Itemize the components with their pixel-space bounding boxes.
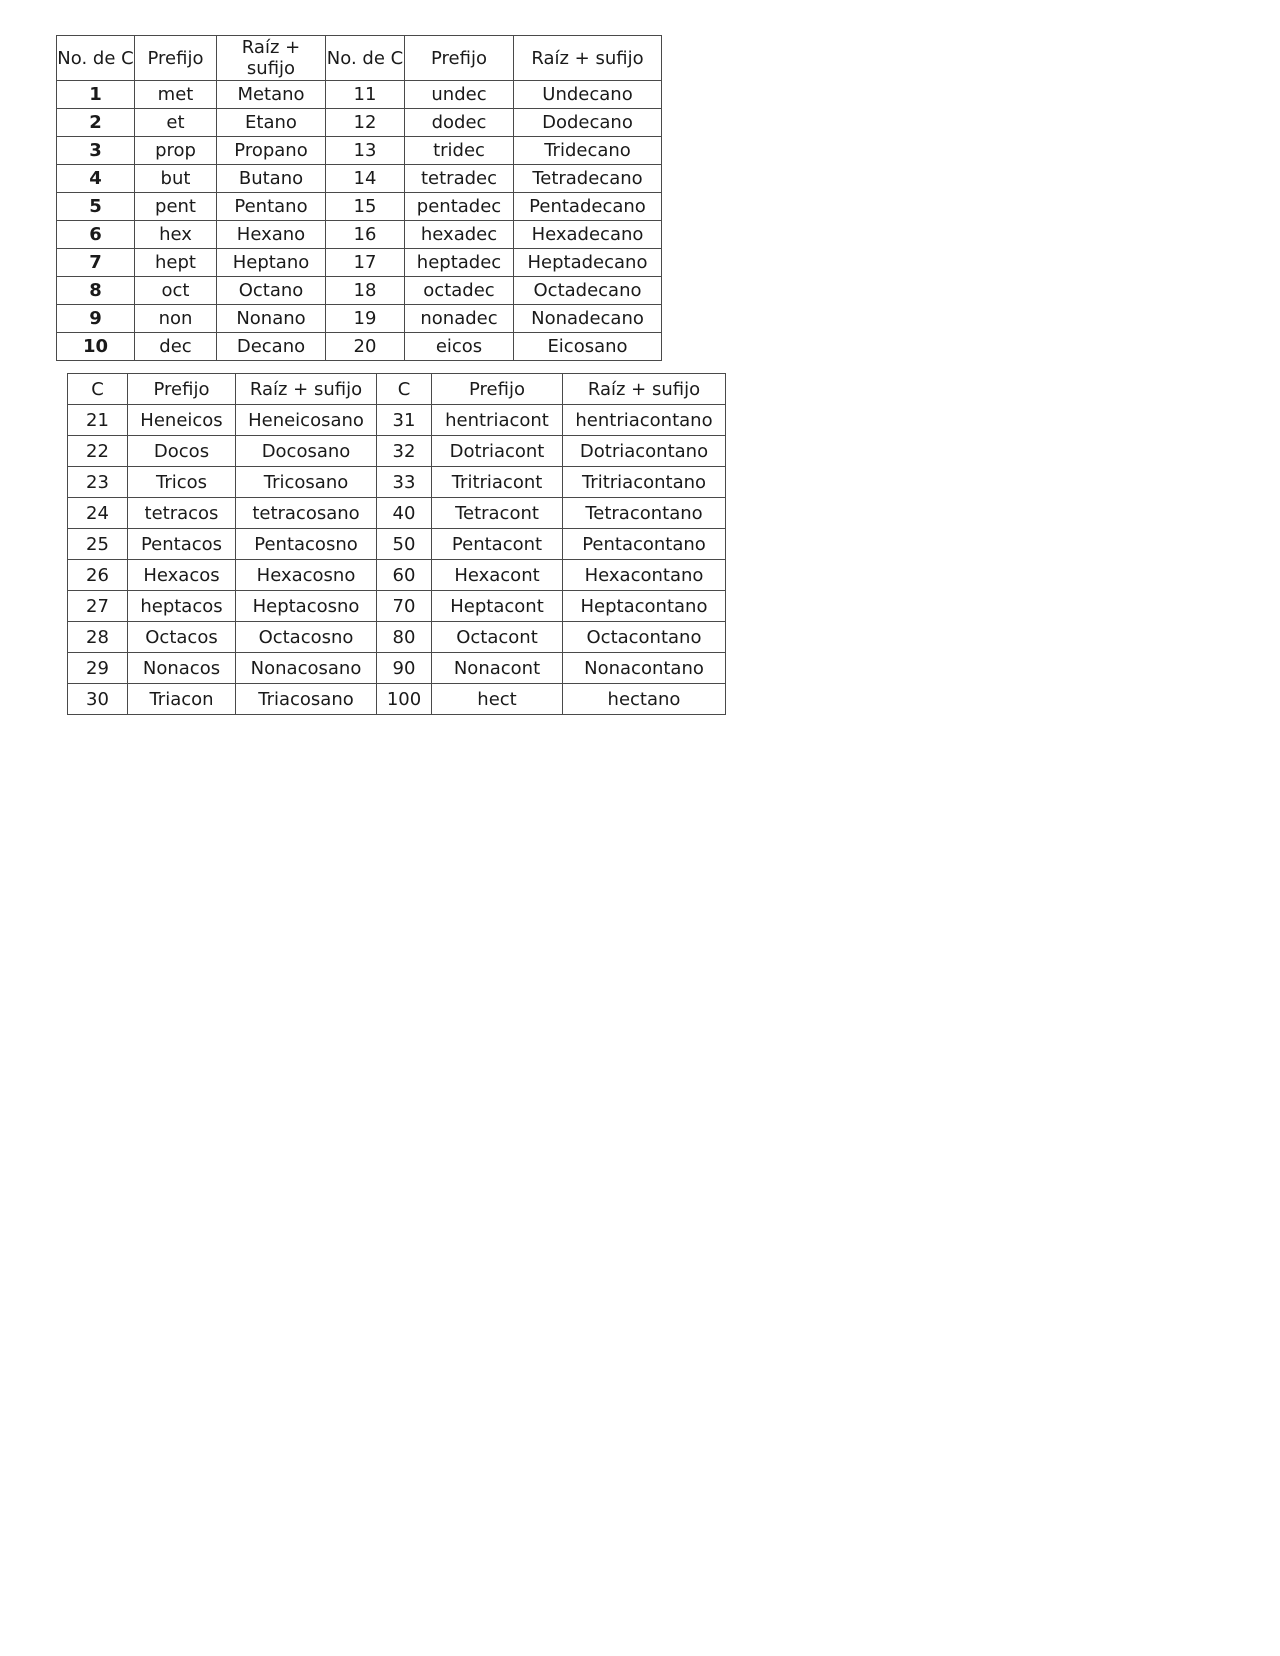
cell-carbon-count: 24 (68, 498, 128, 529)
cell-carbon-count: 80 (377, 622, 432, 653)
cell-name: Dotriacontano (563, 436, 726, 467)
cell-name: Dodecano (514, 109, 662, 137)
table-row (68, 622, 726, 653)
cell-prefix: Tricos (128, 467, 236, 498)
cell-carbon-count: 14 (326, 165, 405, 193)
cell-name: Heptadecano (514, 249, 662, 277)
cell-carbon-count: 40 (377, 498, 432, 529)
cell-carbon-count: 15 (326, 193, 405, 221)
cell-name: Undecano (514, 81, 662, 109)
cell-prefix: tridec (405, 137, 514, 165)
cell-prefix: nonadec (405, 305, 514, 333)
cell-name: Nonacosano (236, 653, 377, 684)
cell-prefix: Triacon (128, 684, 236, 715)
cell-name: Docosano (236, 436, 377, 467)
header-root-suffix: Raíz + sufijo (514, 36, 662, 81)
cell-name: Heneicosano (236, 405, 377, 436)
cell-name: Hexacontano (563, 560, 726, 591)
cell-carbon-count: 4 (57, 165, 135, 193)
cell-carbon-count: 3 (57, 137, 135, 165)
cell-carbon-count: 33 (377, 467, 432, 498)
header-prefix: Prefijo (405, 36, 514, 81)
table-row (68, 498, 726, 529)
cell-prefix: heptadec (405, 249, 514, 277)
alkane-names-table-21-100 (67, 373, 726, 715)
header-prefix: Prefijo (135, 36, 217, 81)
cell-name: Hexadecano (514, 221, 662, 249)
table-row (68, 560, 726, 591)
cell-carbon-count: 16 (326, 221, 405, 249)
header-root-suffix: Raíz + sufijo (236, 374, 377, 405)
cell-name: Nonadecano (514, 305, 662, 333)
cell-prefix: pent (135, 193, 217, 221)
cell-prefix: hexadec (405, 221, 514, 249)
cell-carbon-count: 20 (326, 333, 405, 361)
cell-carbon-count: 17 (326, 249, 405, 277)
cell-name: Pentacontano (563, 529, 726, 560)
cell-prefix: dec (135, 333, 217, 361)
cell-carbon-count: 13 (326, 137, 405, 165)
cell-carbon-count: 9 (57, 305, 135, 333)
cell-carbon-count: 19 (326, 305, 405, 333)
header-carbon-count: C (68, 374, 128, 405)
header-carbon-count: C (377, 374, 432, 405)
cell-name: Metano (217, 81, 326, 109)
table-row (57, 333, 662, 361)
cell-prefix: et (135, 109, 217, 137)
cell-name: Pentano (217, 193, 326, 221)
cell-prefix: Pentacos (128, 529, 236, 560)
cell-prefix: hentriacont (432, 405, 563, 436)
cell-carbon-count: 5 (57, 193, 135, 221)
table-row (68, 684, 726, 715)
cell-name: Tetracontano (563, 498, 726, 529)
cell-carbon-count: 26 (68, 560, 128, 591)
cell-carbon-count: 30 (68, 684, 128, 715)
cell-carbon-count: 12 (326, 109, 405, 137)
table-row (57, 277, 662, 305)
cell-prefix: heptacos (128, 591, 236, 622)
cell-prefix: hept (135, 249, 217, 277)
header-root-suffix: Raíz + sufijo (563, 374, 726, 405)
header-prefix: Prefijo (128, 374, 236, 405)
cell-carbon-count: 27 (68, 591, 128, 622)
table-row (68, 436, 726, 467)
cell-carbon-count: 23 (68, 467, 128, 498)
cell-prefix: Hexacont (432, 560, 563, 591)
cell-prefix: Nonacos (128, 653, 236, 684)
cell-prefix: Dotriacont (432, 436, 563, 467)
header-root-suffix: Raíz + sufijo (217, 36, 326, 81)
cell-prefix: hect (432, 684, 563, 715)
cell-name: Decano (217, 333, 326, 361)
cell-name: Heptacosno (236, 591, 377, 622)
cell-name: Nonano (217, 305, 326, 333)
table-row (68, 467, 726, 498)
table-row (68, 591, 726, 622)
table-header-row (68, 374, 726, 405)
cell-name: Octacosno (236, 622, 377, 653)
cell-name: Pentadecano (514, 193, 662, 221)
cell-prefix: undec (405, 81, 514, 109)
cell-carbon-count: 29 (68, 653, 128, 684)
cell-carbon-count: 10 (57, 333, 135, 361)
table-row (57, 165, 662, 193)
cell-name: Tetradecano (514, 165, 662, 193)
cell-prefix: Heptacont (432, 591, 563, 622)
cell-name: Etano (217, 109, 326, 137)
cell-name: hectano (563, 684, 726, 715)
cell-name: Butano (217, 165, 326, 193)
cell-prefix: prop (135, 137, 217, 165)
cell-name: Octacontano (563, 622, 726, 653)
cell-name: Heptacontano (563, 591, 726, 622)
table-row (57, 305, 662, 333)
cell-prefix: Docos (128, 436, 236, 467)
cell-prefix: hex (135, 221, 217, 249)
header-carbon-count: No. de C (57, 36, 135, 81)
cell-name: Octadecano (514, 277, 662, 305)
cell-name: Pentacosno (236, 529, 377, 560)
cell-prefix: non (135, 305, 217, 333)
cell-name: hentriacontano (563, 405, 726, 436)
table-row (57, 221, 662, 249)
cell-prefix: Heneicos (128, 405, 236, 436)
cell-prefix: met (135, 81, 217, 109)
cell-prefix: Octacos (128, 622, 236, 653)
cell-name: Tridecano (514, 137, 662, 165)
table-row (57, 249, 662, 277)
cell-prefix: Tritriacont (432, 467, 563, 498)
cell-prefix: Tetracont (432, 498, 563, 529)
cell-carbon-count: 18 (326, 277, 405, 305)
cell-carbon-count: 28 (68, 622, 128, 653)
cell-carbon-count: 2 (57, 109, 135, 137)
table-row (57, 81, 662, 109)
cell-name: Propano (217, 137, 326, 165)
table-row (57, 109, 662, 137)
cell-name: Hexano (217, 221, 326, 249)
cell-carbon-count: 11 (326, 81, 405, 109)
cell-carbon-count: 32 (377, 436, 432, 467)
cell-carbon-count: 6 (57, 221, 135, 249)
cell-carbon-count: 60 (377, 560, 432, 591)
cell-prefix: octadec (405, 277, 514, 305)
table-row (57, 137, 662, 165)
table-header-row (57, 36, 662, 81)
table-row (68, 653, 726, 684)
cell-prefix: Octacont (432, 622, 563, 653)
cell-prefix: oct (135, 277, 217, 305)
cell-prefix: eicos (405, 333, 514, 361)
cell-carbon-count: 50 (377, 529, 432, 560)
cell-prefix: tetradec (405, 165, 514, 193)
cell-carbon-count: 25 (68, 529, 128, 560)
cell-prefix: tetracos (128, 498, 236, 529)
table-row (57, 193, 662, 221)
alkane-names-table-1-20 (56, 35, 662, 361)
cell-carbon-count: 1 (57, 81, 135, 109)
cell-carbon-count: 21 (68, 405, 128, 436)
cell-name: Eicosano (514, 333, 662, 361)
cell-carbon-count: 70 (377, 591, 432, 622)
cell-name: tetracosano (236, 498, 377, 529)
cell-name: Tricosano (236, 467, 377, 498)
cell-name: Nonacontano (563, 653, 726, 684)
header-prefix: Prefijo (432, 374, 563, 405)
cell-carbon-count: 22 (68, 436, 128, 467)
cell-name: Heptano (217, 249, 326, 277)
cell-name: Octano (217, 277, 326, 305)
cell-carbon-count: 90 (377, 653, 432, 684)
cell-prefix: Pentacont (432, 529, 563, 560)
table-row (68, 405, 726, 436)
cell-prefix: but (135, 165, 217, 193)
cell-prefix: Nonacont (432, 653, 563, 684)
cell-carbon-count: 7 (57, 249, 135, 277)
cell-carbon-count: 8 (57, 277, 135, 305)
cell-carbon-count: 31 (377, 405, 432, 436)
cell-carbon-count: 100 (377, 684, 432, 715)
cell-name: Hexacosno (236, 560, 377, 591)
table-row (68, 529, 726, 560)
cell-name: Tritriacontano (563, 467, 726, 498)
header-carbon-count: No. de C (326, 36, 405, 81)
cell-prefix: Hexacos (128, 560, 236, 591)
cell-name: Triacosano (236, 684, 377, 715)
cell-prefix: dodec (405, 109, 514, 137)
cell-prefix: pentadec (405, 193, 514, 221)
